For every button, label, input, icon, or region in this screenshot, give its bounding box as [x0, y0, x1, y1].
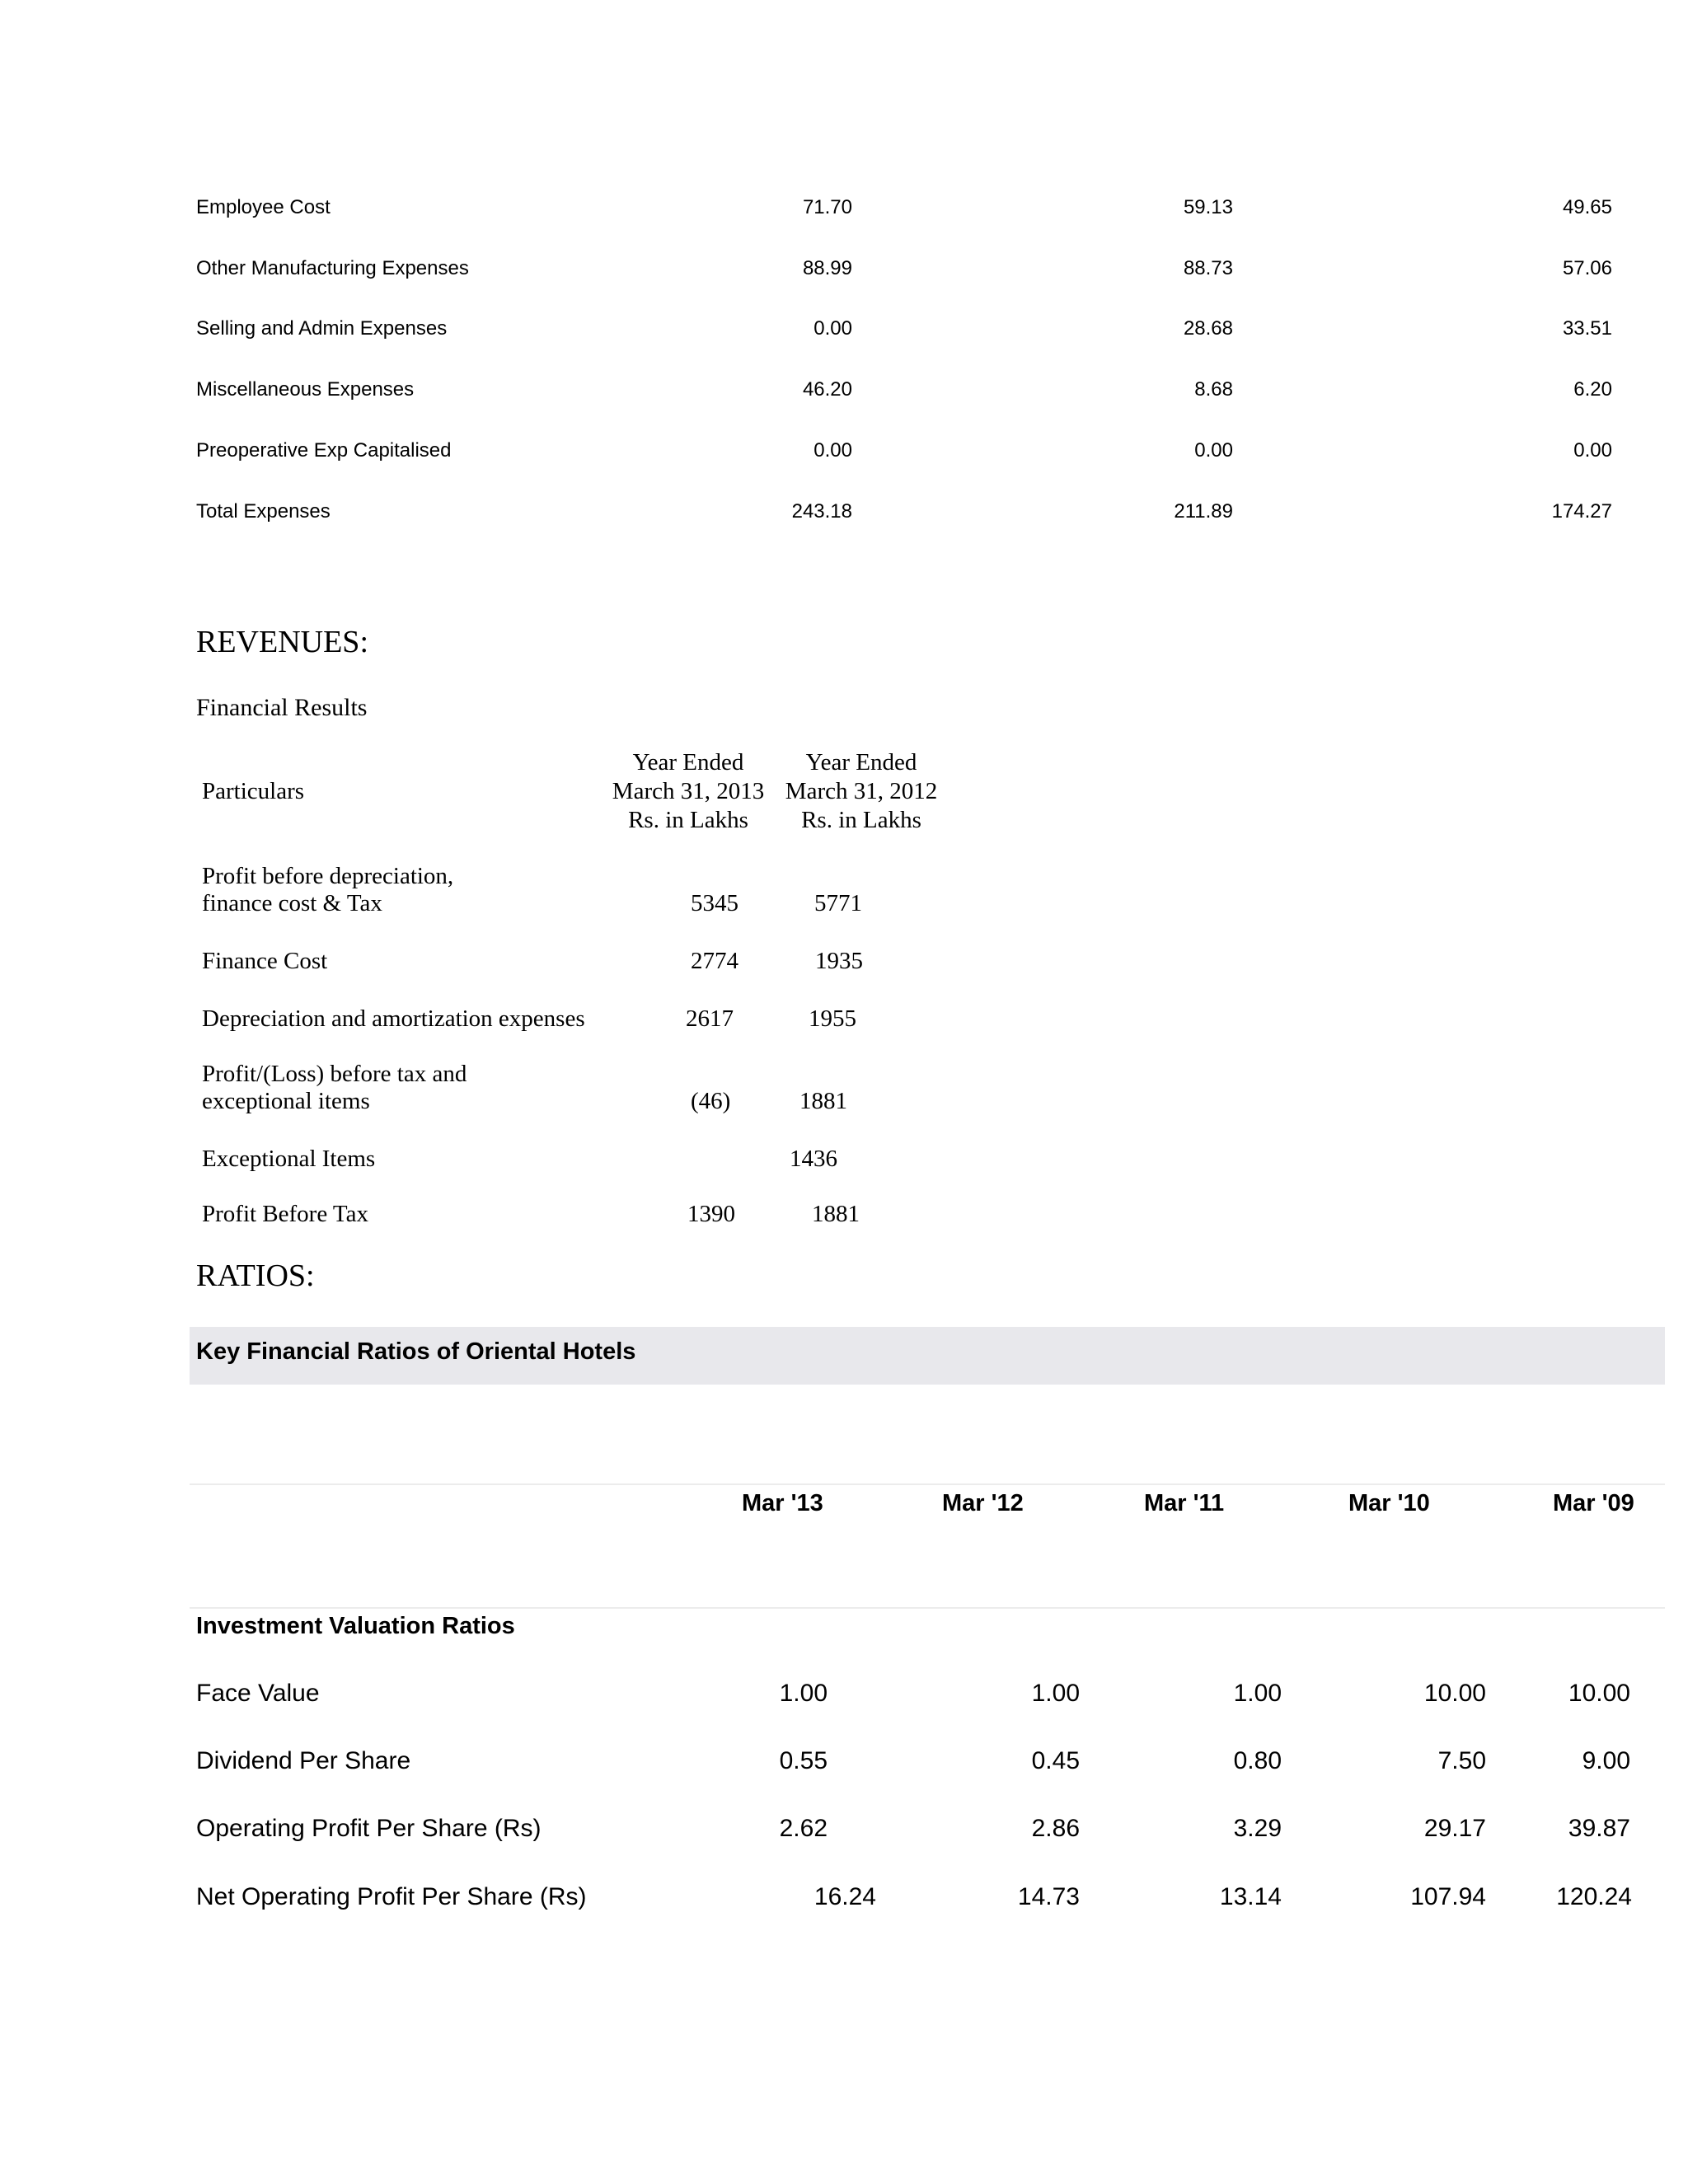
expense-value: 0.00 [1194, 439, 1233, 462]
financial-results-title: Financial Results [196, 694, 368, 721]
expense-value: 33.51 [1562, 317, 1612, 340]
col-2012-header [779, 748, 944, 835]
revenue-row-label: Profit before depreciation, [202, 863, 454, 889]
expense-label: Miscellaneous Expenses [196, 378, 415, 401]
ratio-value: 10.00 [1568, 1680, 1630, 1707]
revenue-row-label: Profit Before Tax [202, 1201, 368, 1227]
ratio-value: 29.17 [1423, 1815, 1486, 1842]
expense-value: 174.27 [1551, 500, 1612, 523]
expense-value: 8.68 [1194, 378, 1233, 401]
expense-label: Other Manufacturing Expenses [196, 257, 469, 279]
ratio-value: 120.24 [1556, 1883, 1632, 1910]
revenue-value-2013: 5345 [691, 890, 738, 916]
ratio-value: 0.80 [1233, 1747, 1282, 1774]
expense-value: 46.20 [802, 378, 852, 401]
year-header: Mar '09 [1553, 1490, 1634, 1516]
revenue-value-2012: 1436 [790, 1146, 837, 1172]
divider [190, 1607, 1665, 1609]
revenue-value-2012: 5771 [814, 890, 862, 916]
revenue-row-label: exceptional items [202, 1088, 370, 1114]
expense-value: 6.20 [1573, 378, 1612, 401]
revenue-value-2013: 1390 [687, 1201, 735, 1227]
revenue-row-label: Depreciation and amortization expenses [202, 1005, 585, 1032]
revenue-value-2012: 1955 [809, 1005, 856, 1032]
col-2013-header [606, 748, 771, 835]
revenue-row-label: Finance Cost [202, 948, 328, 974]
expense-value: 59.13 [1183, 196, 1233, 218]
expense-label: Preoperative Exp Capitalised [196, 439, 452, 462]
ratio-label: Dividend Per Share [196, 1747, 411, 1774]
ratio-label: Net Operating Profit Per Share (Rs) [196, 1883, 587, 1910]
revenue-value-2012: 1935 [815, 948, 863, 974]
expense-label: Employee Cost [196, 196, 331, 218]
expense-value: 211.89 [1174, 500, 1233, 523]
ratio-value: 1.00 [1233, 1680, 1282, 1707]
col-2012-header-line: Year Ended [805, 749, 917, 776]
revenue-value-2012: 1881 [799, 1088, 847, 1114]
ratios-table-title: Key Financial Ratios of Oriental Hotels [196, 1338, 636, 1365]
ratio-value: 0.55 [779, 1747, 828, 1774]
expense-value: 88.99 [802, 257, 852, 279]
year-header: Mar '13 [742, 1490, 823, 1516]
divider [190, 1483, 1665, 1485]
particulars-header: Particulars [202, 778, 305, 804]
revenue-row-label: finance cost & Tax [202, 890, 382, 916]
ratios-heading: RATIOS: [196, 1258, 315, 1293]
ratio-value: 7.50 [1437, 1747, 1486, 1774]
ratio-value: 13.14 [1219, 1883, 1282, 1910]
col-2013-header-line: Rs. in Lakhs [628, 807, 748, 833]
expense-value: 0.00 [1573, 439, 1612, 462]
expense-value: 28.68 [1183, 317, 1233, 340]
ratio-label: Operating Profit Per Share (Rs) [196, 1815, 542, 1842]
ratio-label: Face Value [196, 1680, 320, 1707]
expense-value: 243.18 [791, 500, 852, 523]
col-2013-header-line: March 31, 2013 [612, 778, 765, 804]
ratio-value: 1.00 [1031, 1680, 1080, 1707]
revenue-value-2012: 1881 [812, 1201, 860, 1227]
expense-label: Selling and Admin Expenses [196, 317, 448, 340]
revenue-value-2013: 2617 [686, 1005, 734, 1032]
col-2013-header-line: Year Ended [632, 749, 744, 776]
revenues-heading: REVENUES: [196, 625, 368, 659]
ratio-value: 2.86 [1031, 1815, 1080, 1842]
year-header: Mar '10 [1348, 1490, 1430, 1516]
revenue-value-2013: (46) [691, 1088, 731, 1114]
expense-value: 57.06 [1562, 257, 1612, 279]
ratio-value: 1.00 [779, 1680, 828, 1707]
ratio-value: 2.62 [779, 1815, 828, 1842]
expense-value: 88.73 [1183, 257, 1233, 279]
ratio-value: 39.87 [1568, 1815, 1630, 1842]
year-header: Mar '12 [942, 1490, 1024, 1516]
ratio-value: 107.94 [1410, 1883, 1486, 1910]
expense-value: 0.00 [814, 439, 852, 462]
revenue-row-label: Profit/(Loss) before tax and [202, 1061, 467, 1087]
expense-value: 0.00 [814, 317, 852, 340]
revenue-row-label: Exceptional Items [202, 1146, 376, 1172]
ratio-value: 9.00 [1582, 1747, 1630, 1774]
ratio-value: 10.00 [1423, 1680, 1486, 1707]
year-header: Mar '11 [1144, 1490, 1225, 1516]
expense-label: Total Expenses [196, 500, 331, 523]
ratio-value: 14.73 [1017, 1883, 1080, 1910]
col-2012-header-line: March 31, 2012 [785, 778, 938, 804]
expense-value: 49.65 [1562, 196, 1612, 218]
section-label: Investment Valuation Ratios [196, 1613, 515, 1639]
ratio-value: 0.45 [1031, 1747, 1080, 1774]
revenue-value-2013: 2774 [691, 948, 738, 974]
col-2012-header-line: Rs. in Lakhs [801, 807, 921, 833]
ratio-value: 16.24 [814, 1883, 876, 1910]
expense-value: 71.70 [802, 196, 852, 218]
ratio-value: 3.29 [1233, 1815, 1282, 1842]
